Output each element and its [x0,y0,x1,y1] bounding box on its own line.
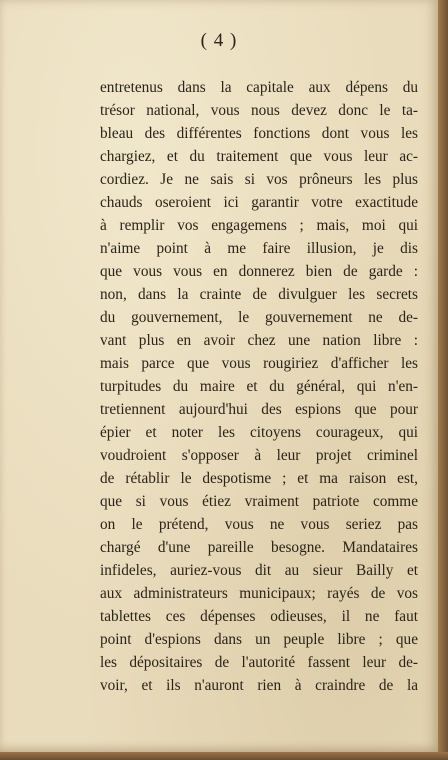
text-line: vant plus en avoir chez une nation libre : [100,332,418,349]
text-line: de rétablir le despotisme ; et ma raison est, [100,470,418,487]
text-line: les dépositaires de l'autorité fassent leur de- [100,654,418,671]
text-line: turpitudes du maire et du général, qui n'en- [100,378,418,395]
text-line: on le prétend, vous ne vous seriez pas [100,516,418,533]
page-edge-bottom [0,752,448,760]
text-line: aux administrateurs municipaux; rayés de vos [100,585,418,602]
text-line: voir, et ils n'auront rien à craindre de la [100,677,418,694]
text-line: infideles, auriez-vous dit au sieur Bailly et [100,562,418,579]
text-line: que vous vous en donnerez bien de garde : [100,263,418,280]
text-line: cordiez. Je ne sais si vos prôneurs les plus [100,171,418,188]
text-line: du gouvernement, le gouvernement ne de- [100,309,418,326]
text-line: chargé d'une pareille besogne. Mandataires [100,539,418,556]
text-line: tretiennent aujourd'hui des espions que pour [100,401,418,418]
text-line: voudroient s'opposer à leur projet criminel [100,447,418,464]
text-line: tablettes ces dépenses odieuses, il ne faut [100,608,418,625]
text-line: épier et noter les citoyens courageux, qui [100,424,418,441]
text-line: trésor national, vous nous devez donc le ta- [100,102,418,119]
text-line: entretenus dans la capitale aux dépens du [100,79,418,96]
body-text [100,76,418,697]
text-line: n'aime point à me faire illusion, je dis [100,240,418,257]
text-line: bleau des différentes fonctions dont vous les [100,125,418,142]
text-line: point d'espions dans un peuple libre ; que [100,631,418,648]
text-line: à remplir vos engagemens ; mais, moi qui [100,217,418,234]
page-number: ( 4 ) [200,30,238,51]
text-line: mais parce que vous rougiriez d'afficher les [100,355,418,372]
text-line: chauds oseroient ici garantir votre exactitude [100,194,418,211]
page-edge-right [438,0,448,760]
text-line: que si vous étiez vraiment patriote comme [100,493,418,510]
text-line: chargiez, et du traitement que vous leur ac- [100,148,418,165]
text-line: non, dans la crainte de divulguer les secrets [100,286,418,303]
